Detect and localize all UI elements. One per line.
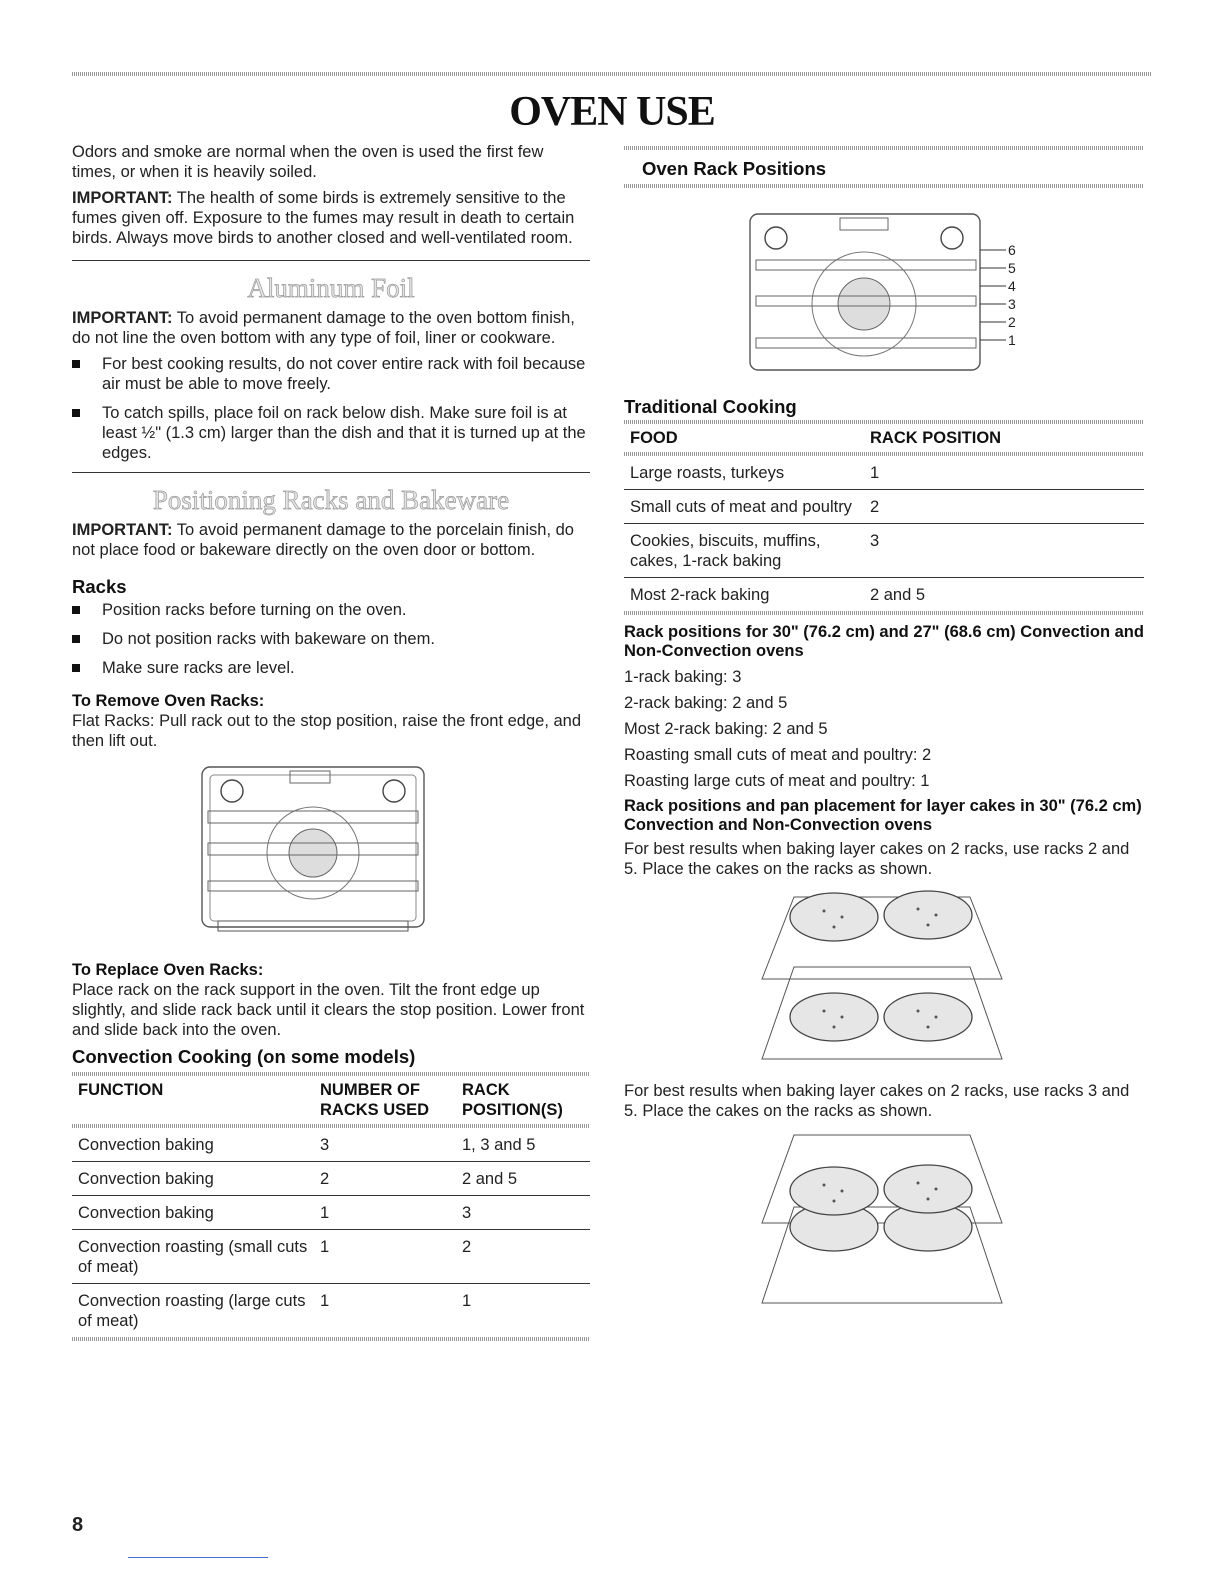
bullet-icon [72,664,80,672]
list-item: Most 2-rack baking: 2 and 5 [624,720,828,738]
divider [72,472,590,473]
col-rack-positions: RACK POSITION(S) [462,1081,563,1119]
col-racks-used: NUMBER OF RACKS USED [320,1081,430,1119]
dotted-rule [624,146,1144,150]
aluminum-foil-heading: Aluminum Foil [247,273,415,303]
rack-label-3: 3 [1008,296,1016,312]
convection-heading: Convection Cooking (on some models) [72,1046,416,1067]
table-row: Large roasts, turkeys 1 [624,456,1144,490]
rack-label-5: 5 [1008,260,1016,276]
list-item: Position racks before turning on the oven. [72,600,590,620]
rack-30-27-heading: Rack positions for 30" (76.2 cm) and 27" (68.6 cm) Convection and Non-Convection ovens [624,623,1144,660]
rack-label-2: 2 [1008,314,1016,330]
list-item: Do not position racks with bakeware on them. [72,629,590,649]
dotted-rule [624,184,1144,188]
table-row: Convection baking 3 1, 3 and 5 [72,1128,590,1162]
racks-heading: Racks [72,576,127,597]
list-item: For best cooking results, do not cover entire rack with foil because air must be able to move freely. [72,354,590,394]
porcelain-important: IMPORTANT: To avoid permanent damage to the porcelain finish, do not place food or bakeware directly on the oven door or bottom. [72,521,574,559]
remove-racks-heading: To Remove Oven Racks: [72,692,265,710]
col-function: FUNCTION [78,1081,164,1099]
footer-line [128,1557,268,1558]
foil-bullets [72,354,590,463]
table-header [624,424,1144,452]
table-row: Convection baking 1 3 [72,1196,590,1230]
bullet-icon [72,360,80,368]
table-row: Convection roasting (large cuts of meat) 1 1 [78,1292,472,1330]
list-item: 1-rack baking: 3 [624,668,742,686]
list-item: 2-rack baking: 2 and 5 [624,694,788,712]
dotted-rule [72,1337,590,1341]
list-item: Make sure racks are level. [72,658,590,678]
rack-label-6: 6 [1008,242,1016,258]
rack-positions-heading: Oven Rack Positions [642,158,827,179]
list-item: Roasting large cuts of meat and poultry: 1 [624,772,930,790]
col-food: FOOD [630,429,678,447]
rack-label-1: 1 [1008,332,1016,348]
list-item: Roasting small cuts of meat and poultry: 2 [624,746,932,764]
foil-important: IMPORTANT: To avoid permanent damage to the oven bottom finish, do not line the oven bottom with any type of foil, liner or cookware. [72,309,575,347]
table-row: Convection roasting (small cuts of meat) 1 2 [72,1230,590,1284]
table-row: Cookies, biscuits, muffins, cakes, 1-rack baking 3 [624,524,1144,578]
left-column [72,142,590,1341]
layer-cakes-text-1: For best results when baking layer cakes on 2 racks, use racks 2 and 5. Place the cakes on the racks as shown. [624,840,1130,878]
page-title: OVEN USE [509,89,715,135]
table-row: Convection baking 2 2 and 5 [72,1162,590,1196]
divider [72,260,590,261]
cake-placement-diagram-1 [758,887,1144,1067]
rack-positions-diagram [748,210,1144,380]
intro-paragraph: Odors and smoke are normal when the oven is used the first few times, or when it is heavily soiled. [72,143,544,181]
layer-cakes-text-2: For best results when baking layer cakes on 2 racks, use racks 3 and 5. Place the cakes on the racks as shown. [624,1082,1130,1120]
layer-cakes-heading: Rack positions and pan placement for layer cakes in 30" (76.2 cm) Convection and Non-Convection ovens [624,797,1142,834]
racks-bullets [72,600,590,678]
table-row: Small cuts of meat and poultry 2 [624,490,1144,524]
replace-racks-heading: To Replace Oven Racks: [72,961,264,979]
remove-racks-text: Flat Racks: Pull rack out to the stop position, raise the front edge, and then lift out. [72,712,582,750]
traditional-table [624,424,1144,611]
list-item: To catch spills, place foil on rack below dish. Make sure foil is at least ½" (1.3 cm) larger than the dish and that it is turned up at the edges. [72,403,590,463]
bullet-icon [72,409,80,417]
rack-label-4: 4 [1008,278,1016,294]
top-rule [72,72,1152,76]
page-number: 8 [72,1514,84,1536]
rack-30-27-lines [624,667,1144,791]
table-row: Most 2-rack baking 2 and 5 [630,586,926,604]
table-header [72,1076,590,1124]
oven-illustration [198,761,590,941]
bullet-icon [72,635,80,643]
birds-warning: IMPORTANT: The health of some birds is extremely sensitive to the fumes given off. Exposure to the fumes may result in death to certain birds. Always move birds to another closed and well-ventilated room. [72,189,575,247]
cake-placement-diagram-2 [758,1127,1144,1307]
dotted-rule [624,611,1144,615]
positioning-heading: Positioning Racks and Bakeware [152,485,510,515]
replace-racks-text: Place rack on the rack support in the oven. Tilt the front edge up slightly, and slide rack back until it clears the stop position. Lower front and slide back into the oven. [72,981,585,1039]
traditional-heading: Traditional Cooking [624,396,797,417]
bullet-icon [72,606,80,614]
col-rack-position: RACK POSITION [870,429,1002,447]
convection-table [72,1076,590,1337]
right-column [624,142,1144,1307]
